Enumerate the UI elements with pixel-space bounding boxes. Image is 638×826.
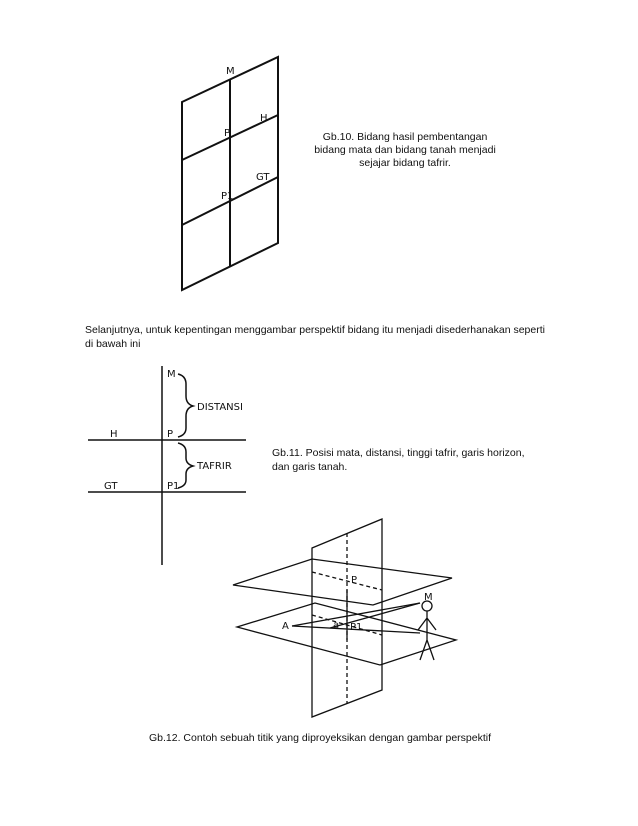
- fig12-upper-plane: [233, 559, 452, 605]
- fig11-label-p: P: [167, 429, 174, 440]
- fig10-label-p1: P1: [221, 191, 234, 202]
- fig12-label-p1: P1: [350, 622, 363, 633]
- fig10-label-gt: GT: [256, 172, 270, 183]
- figure-10-caption-line-2: bidang mata dan bidang tanah menjadi: [314, 144, 496, 156]
- fig10-label-h: H: [260, 113, 268, 124]
- fig11-label-h: H: [110, 429, 118, 440]
- fig11-label-tafrir: TAFRIR: [197, 461, 232, 472]
- fig12-label-m: M: [424, 592, 433, 603]
- figure-11-caption-line-1: Gb.11. Posisi mata, distansi, tinggi tafrir, garis horizon,: [272, 447, 525, 459]
- figure-12-caption: Gb.12. Contoh sebuah titik yang diproyeksikan dengan gambar perspektif: [148, 732, 492, 744]
- fig11-label-m: M: [167, 369, 176, 380]
- figure-11-caption-line-2: dan garis tanah.: [272, 461, 348, 473]
- fig10-label-p: P: [224, 128, 231, 139]
- fig11-label-distansi: DISTANSI: [197, 402, 243, 413]
- fig11-label-gt: GT: [104, 481, 118, 492]
- figure-10-caption-line-1: Gb.10. Bidang hasil pembentangan: [322, 131, 488, 143]
- fig12-label-a-big: A: [282, 621, 289, 632]
- fig10-label-m: M: [226, 66, 235, 77]
- paragraph-line-1: Selanjutnya, untuk kepentingan menggambar perspektif bidang itu menjadi disederhanakan seperti: [85, 324, 545, 336]
- fig11-label-p1: P1: [167, 481, 180, 492]
- fig12-label-p: P: [351, 575, 358, 586]
- fig12-label-a-small: a: [333, 620, 340, 631]
- figure-10-caption-line-3: sejajar bidang tafrir.: [359, 157, 451, 169]
- paragraph-line-2: di bawah ini: [85, 338, 141, 350]
